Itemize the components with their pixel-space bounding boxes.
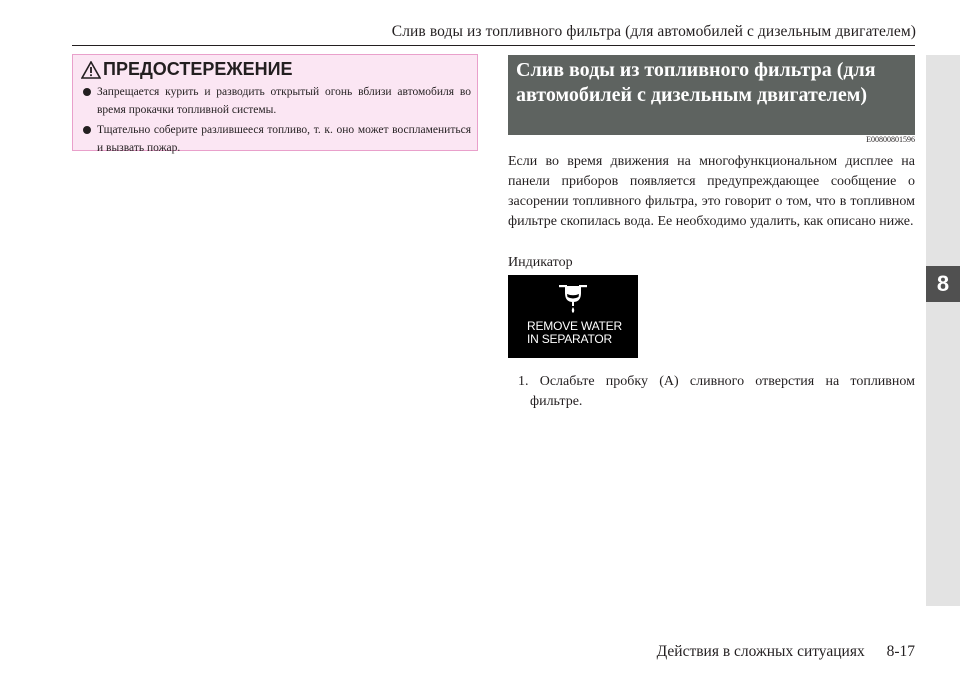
display-line-2: IN SEPARATOR	[527, 332, 612, 346]
warning-list	[83, 83, 471, 159]
side-tab	[926, 55, 960, 606]
section-code: E00800801596	[866, 135, 915, 144]
display-line-1: REMOVE WATER	[527, 319, 622, 333]
warning-box	[72, 54, 478, 154]
page-number: 8-17	[886, 643, 915, 660]
warning-item	[83, 83, 471, 119]
warning-item	[83, 121, 471, 157]
warning-heading	[81, 59, 293, 80]
section-title: Слив воды из топливного фильтра (для автомобилей с дизельным двигателем)	[508, 55, 915, 135]
fuel-filter-water-icon	[558, 283, 588, 315]
warning-title: ПРЕДОСТЕРЕЖЕНИЕ	[103, 59, 293, 79]
warning-triangle-icon	[81, 61, 101, 79]
running-header: Слив воды из топливного фильтра (для автомобилей с дизельным двигателем)	[391, 23, 916, 40]
header-rule	[72, 45, 915, 46]
bullet-icon	[83, 88, 91, 96]
indicator-label: Индикатор	[508, 255, 573, 270]
warning-item-text: Тщательно соберите разлившееся топливо, т. к. оно может воспламениться и вызвать пожар.	[97, 124, 471, 154]
footer-chapter-title: Действия в сложных ситуациях	[656, 643, 865, 660]
section-body: Если во время движения на многофункциональном дисплее на панели приборов появляется предупреждающее сообщение о засорении топливного фильтра, это говорит о том, что в топливном фильтре скопилась вода. Ее необходимо удалить, как описано ниже.	[508, 154, 915, 229]
indicator-display	[508, 275, 638, 358]
display-message	[527, 320, 622, 346]
chapter-number-tab[interactable]: 8	[926, 266, 960, 302]
page-footer	[657, 643, 915, 661]
step-1: 1. Ослабьте пробку (A) сливного отверстия на топливном фильтре.	[518, 374, 915, 409]
warning-item-text: Запрещается курить и разводить открытый огонь вблизи автомобиля во время прокачки топливной системы.	[97, 86, 471, 116]
bullet-icon	[83, 126, 91, 134]
